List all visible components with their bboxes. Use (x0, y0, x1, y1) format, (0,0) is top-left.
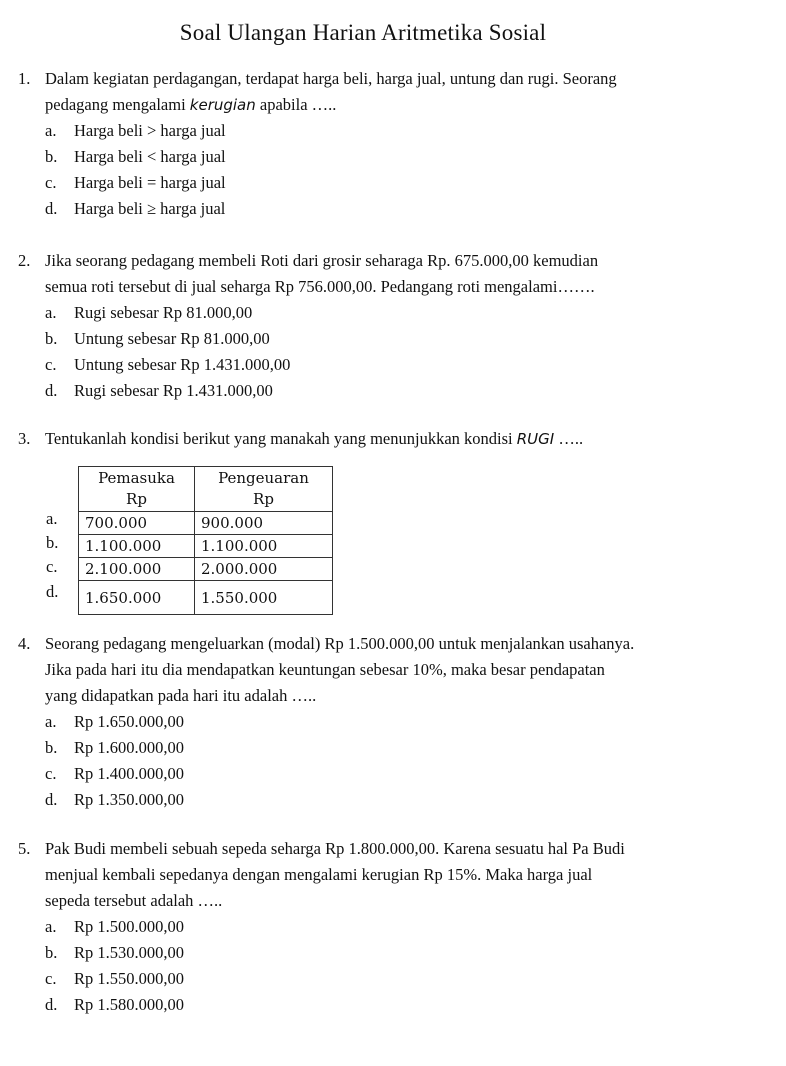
header-pemasukan: Pemasuka Rp (79, 467, 195, 512)
option-b[interactable]: b. Harga beli < harga jual (45, 147, 226, 166)
question-2 (18, 248, 748, 404)
option-b[interactable]: b. Rp 1.530.000,00 (45, 943, 185, 962)
option-c[interactable]: c. Harga beli = harga jual (45, 173, 226, 192)
question-text-line: sepeda tersebut adalah ….. (45, 891, 223, 910)
question-number: 3. (18, 429, 31, 448)
option-a[interactable]: a. Rp 1.500.000,00 (45, 917, 185, 936)
question-number: 1. (18, 69, 31, 88)
option-b[interactable]: b. Untung sebesar Rp 81.000,00 (45, 329, 270, 348)
cell-pemasukan: 1.100.000 (79, 535, 195, 558)
header-pengeluaran: Pengeuaran Rp (195, 467, 333, 512)
row-label-c[interactable]: c. (46, 557, 58, 576)
cell-pengeluaran: 1.100.000 (195, 535, 333, 558)
table-row (79, 512, 333, 535)
option-c[interactable]: c. Rp 1.550.000,00 (45, 969, 185, 988)
option-a[interactable]: a. Harga beli > harga jual (45, 121, 226, 140)
option-d[interactable]: d. Rp 1.580.000,00 (45, 995, 185, 1014)
question-4 (18, 631, 748, 813)
row-label-b[interactable]: b. (46, 533, 59, 552)
row-label-d[interactable]: d. (46, 582, 59, 601)
table-row (79, 558, 333, 581)
question-text-line: menjual kembali sepedanya dengan mengalami kerugian Rp 15%. Maka harga jual (45, 865, 593, 884)
option-c[interactable]: c. Untung sebesar Rp 1.431.000,00 (45, 355, 291, 374)
table-row (79, 581, 333, 615)
option-a[interactable]: a. Rp 1.650.000,00 (45, 712, 185, 731)
table-row (79, 535, 333, 558)
question-text-line: Tentukanlah kondisi berikut yang manakah yang menunjukkan kondisi RUGI ….. (45, 429, 584, 448)
cell-pemasukan: 2.100.000 (79, 558, 195, 581)
cell-pengeluaran: 900.000 (195, 512, 333, 535)
option-d[interactable]: d. Harga beli ≥ harga jual (45, 199, 226, 218)
question-3 (18, 426, 748, 452)
option-a[interactable]: a. Rugi sebesar Rp 81.000,00 (45, 303, 253, 322)
question-5 (18, 836, 748, 1018)
option-d[interactable]: d. Rugi sebesar Rp 1.431.000,00 (45, 381, 273, 400)
option-d[interactable]: d. Rp 1.350.000,00 (45, 790, 185, 809)
page-title: Soal Ulangan Harian Aritmetika Sosial (179, 20, 547, 45)
cell-pemasukan: 1.650.000 (79, 581, 195, 615)
option-c[interactable]: c. Rp 1.400.000,00 (45, 764, 185, 783)
question-number: 5. (18, 839, 31, 858)
question-text-line: Seorang pedagang mengeluarkan (modal) Rp 1.500.000,00 untuk menjalankan usahanya. (45, 634, 635, 653)
cell-pengeluaran: 1.550.000 (195, 581, 333, 615)
option-b[interactable]: b. Rp 1.600.000,00 (45, 738, 185, 757)
question-text-line: Dalam kegiatan perdagangan, terdapat harga beli, harga jual, untung dan rugi. Seorang (45, 69, 617, 88)
question-text-line: Jika pada hari itu dia mendapatkan keuntungan sebesar 10%, maka besar pendapatan (45, 660, 605, 679)
question-number: 2. (18, 251, 31, 270)
question-text-line: yang didapatkan pada hari itu adalah ….. (45, 686, 317, 705)
emphasis-kerugian: kerugian (189, 96, 256, 114)
table-header-row (79, 467, 333, 512)
question-1 (18, 66, 748, 222)
cell-pemasukan: 700.000 (79, 512, 195, 535)
question-text-line: semua roti tersebut di jual seharga Rp 756.000,00. Pedangang roti mengalami……. (45, 277, 595, 296)
question-text-line: pedagang mengalami kerugian apabila ….. (45, 95, 337, 114)
question-text-line: Pak Budi membeli sebuah sepeda seharga Rp 1.800.000,00. Karena sesuatu hal Pa Budi (45, 839, 625, 858)
emphasis-rugi: RUGI (516, 430, 555, 448)
question-text-line: Jika seorang pedagang membeli Roti dari grosir seharaga Rp. 675.000,00 kemudian (45, 251, 599, 270)
question-number: 4. (18, 634, 31, 653)
income-expense-table (78, 466, 333, 615)
cell-pengeluaran: 2.000.000 (195, 558, 333, 581)
row-label-a[interactable]: a. (46, 509, 58, 528)
